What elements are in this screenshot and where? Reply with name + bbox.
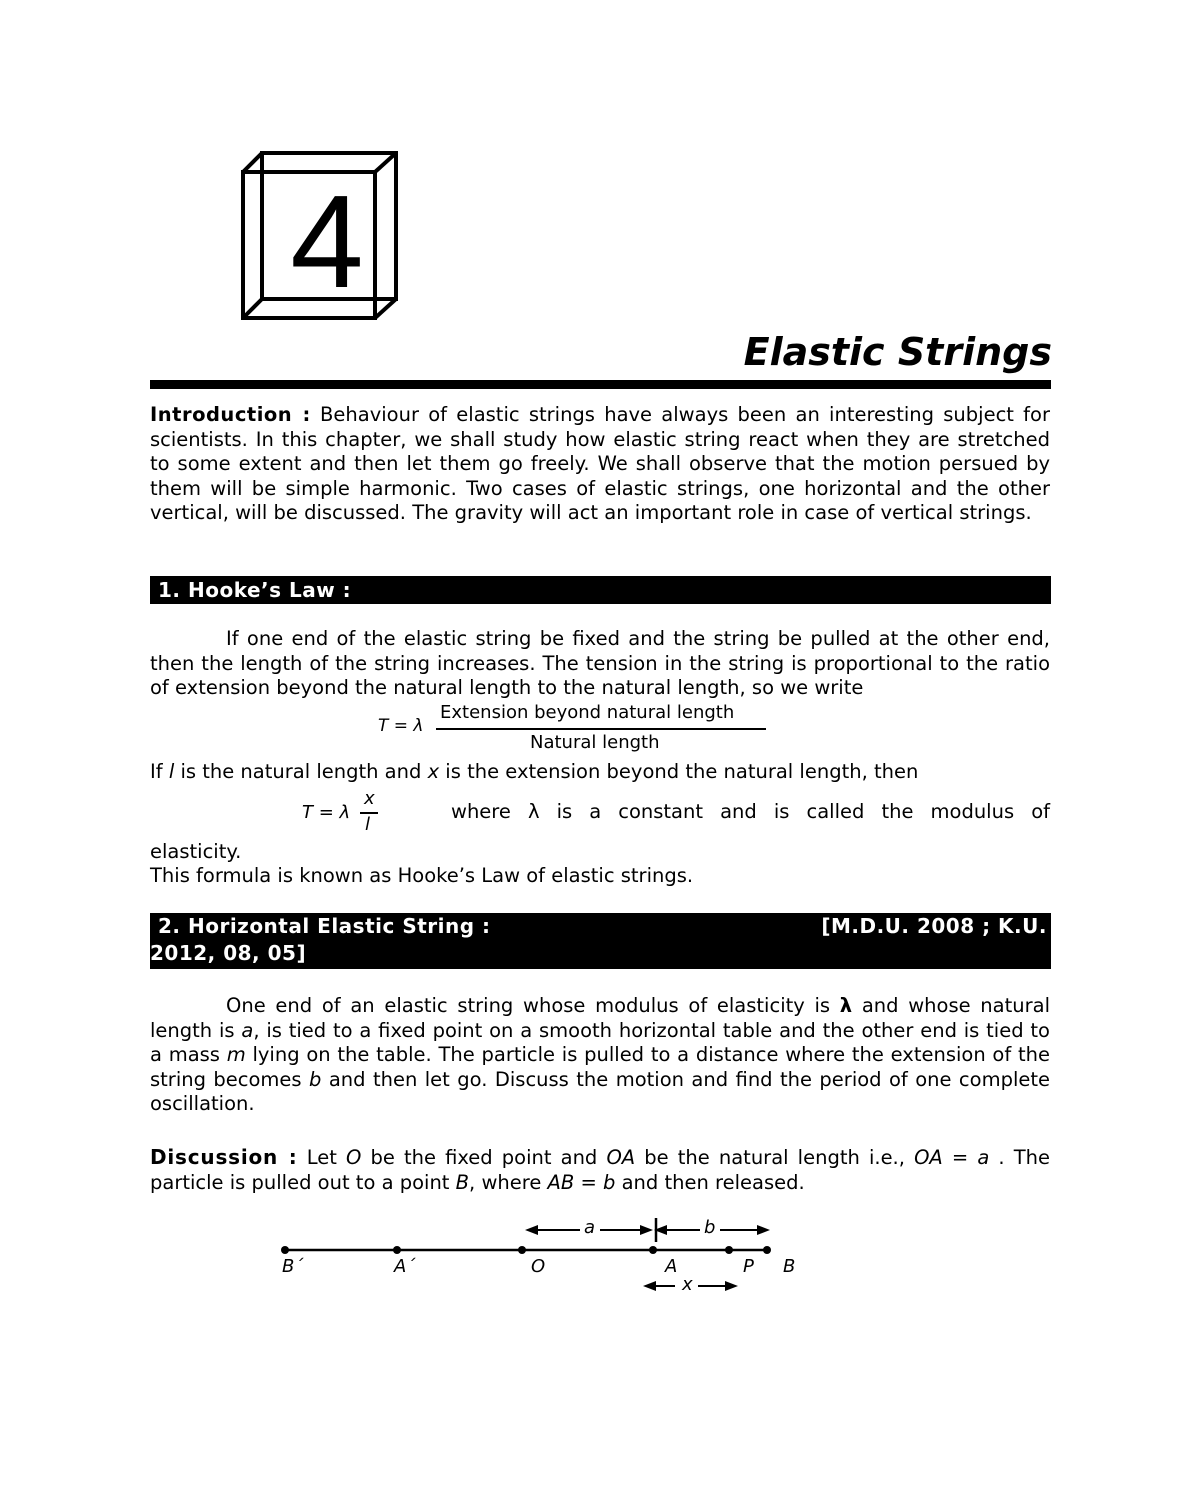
where-lambda-text: where λ is a constant and is called the modulus of (451, 800, 1050, 823)
section-heading-text: 1. Hooke’s Law : (158, 578, 352, 602)
formula1-denominator: Natural length (530, 732, 660, 753)
section2-reference-2: 2012, 08, 05] (150, 941, 307, 965)
text-run: and then released. (615, 1170, 805, 1194)
label-b: b (704, 1217, 716, 1238)
text-run: , where (469, 1170, 548, 1194)
var-l: l (168, 760, 175, 783)
label-B-prime: B´ (282, 1256, 304, 1277)
discussion-paragraph (150, 1145, 1050, 1195)
section2-heading-text: 2. Horizontal Elastic String : (158, 914, 491, 938)
formula1-fraction-bar (436, 728, 766, 730)
label-x: x (682, 1274, 693, 1295)
text-run: lying on the table. The particle is pulled to a distance where the extension of the string becomes (150, 1043, 1050, 1091)
var-b: b (309, 1067, 322, 1091)
var-a: a (241, 1018, 254, 1042)
formula-hookes-law (302, 788, 392, 838)
text-run: and then let go. Discuss the motion and find the period of one complete oscillation. (150, 1067, 1051, 1116)
var-OA: OA (606, 1146, 636, 1169)
label-P: P (743, 1256, 754, 1277)
var-lambda: λ (839, 994, 853, 1017)
point-B-prime (281, 1246, 289, 1254)
elasticity-word: elasticity. (150, 840, 242, 863)
label-a: a (584, 1217, 596, 1238)
var-x: x (427, 760, 440, 783)
var-m: m (226, 1043, 246, 1067)
equation-OA-a: OA = a (914, 1146, 990, 1169)
chapter-title: Elastic Strings (743, 330, 1052, 374)
text-run: is the extension beyond the natural length, then (439, 760, 919, 783)
text-run: One end of an elastic string whose modulus of elasticity is (226, 994, 840, 1017)
var-b: b (603, 1170, 616, 1194)
chapter-number: 4 (290, 168, 364, 315)
var-AB: AB (547, 1170, 575, 1194)
formula-tension-ratio (378, 702, 778, 754)
formula1-lhs: T = λ (378, 716, 424, 736)
formula2-denominator: l (365, 814, 371, 835)
discussion-label: Discussion : (150, 1145, 298, 1169)
horizontal-string-diagram (270, 1210, 800, 1305)
text-run: be the fixed point and (361, 1146, 607, 1169)
hookes-law-text: If one end of the elastic string be fixed and the string be pulled at the other end, then the length of the string increases. The tension in the string is proportional to the ratio of extension beyond the natural length to the natural length, so we write (150, 627, 1050, 700)
formula2-numerator: x (364, 788, 375, 809)
section2-reference-1: [M.D.U. 2008 ; K.U. (821, 914, 1047, 938)
text-run: be the natural length i.e., (635, 1146, 915, 1169)
text-run: , is tied to a fixed point on a smooth horizontal table and the other end is tied to a mass (150, 1018, 1050, 1067)
var-B: B (455, 1170, 470, 1194)
text-run: . The particle is pulled out to a point (150, 1146, 1050, 1194)
text-run: is the natural length and (174, 760, 428, 783)
introduction-label: Introduction : (150, 403, 311, 426)
point-A-prime (393, 1246, 401, 1254)
formula1-numerator: Extension beyond natural length (440, 702, 735, 723)
text-run: and whose natural length is (150, 994, 1050, 1042)
point-P (725, 1246, 733, 1254)
natural-length-sentence (150, 760, 1050, 785)
title-rule (150, 380, 1051, 389)
introduction-text: Behaviour of elastic strings have always been an interesting subject for scientists. In this chapter, we shall study how elastic string react when they are stretched to some extent and then let them go freely. We shall observe that the motion persued by them will be simple harmonic. Two cases of elastic strings, one horizontal and the other vertical, will be discussed. The gravity will act an important role in case of vertical strings. (150, 403, 1050, 525)
introduction-paragraph (150, 403, 1050, 526)
horizontal-string-problem (150, 994, 1050, 1117)
point-O (518, 1246, 526, 1254)
text-run: If (150, 760, 169, 783)
point-A (649, 1246, 657, 1254)
hookes-law-known-as: This formula is known as Hooke’s Law of elastic strings. (150, 864, 694, 887)
point-B (763, 1246, 771, 1254)
hookes-law-paragraph (150, 627, 1050, 701)
label-B: B (783, 1256, 796, 1277)
text-run: Let (297, 1146, 346, 1169)
label-O: O (531, 1256, 546, 1277)
section-heading-horizontal-string (150, 913, 1051, 969)
formula2-lhs: T = λ (302, 802, 351, 823)
label-A-prime: A´ (394, 1256, 416, 1277)
section-heading-hookes-law (150, 576, 1051, 604)
text-run: = (574, 1170, 604, 1194)
var-O: O (345, 1146, 362, 1169)
label-A: A (665, 1256, 678, 1277)
